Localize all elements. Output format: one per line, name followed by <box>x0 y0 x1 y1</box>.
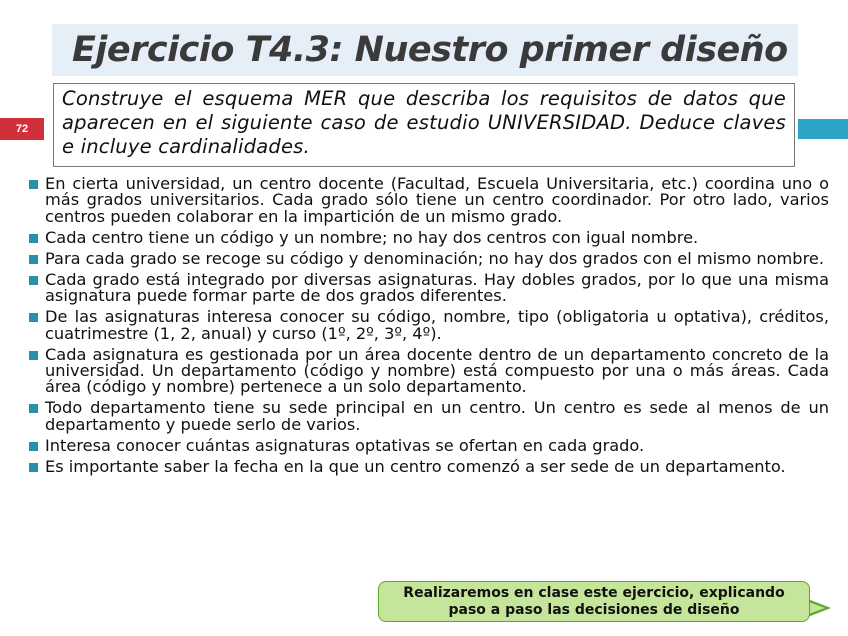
callout-line-1: Realizaremos en clase este ejercicio, explicando <box>403 585 785 601</box>
list-item <box>28 456 829 476</box>
square-bullet-icon <box>29 463 38 472</box>
list-item-text: Todo departamento tiene su sede principal en un centro. Un centro es sede al menos de un departamento y puede serlo de varios. <box>45 398 829 434</box>
square-bullet-icon <box>29 313 38 322</box>
square-bullet-icon <box>29 255 38 264</box>
list-item-text: Es importante saber la fecha en la que un centro comenzó a ser sede de un departamento. <box>45 456 786 476</box>
square-bullet-icon <box>29 276 38 285</box>
list-item <box>28 400 829 433</box>
list-item-text: Cada asignatura es gestionada por un área docente dentro de un departamento concreto de la universidad. Un departamento (código y nombre) está compuesto por una o más áreas. Cada área (código y nombre) pertenece a un solo departamento. <box>45 344 829 397</box>
list-item-text: Interesa conocer cuántas asignaturas optativas se ofertan en cada grado. <box>45 435 645 455</box>
list-item <box>28 176 829 225</box>
square-bullet-icon <box>29 180 38 189</box>
list-item <box>28 435 829 455</box>
list-item-text: Cada grado está integrado por diversas asignaturas. Hay dobles grados, por lo que una misma asignatura puede formar parte de dos grados diferentes. <box>45 269 829 306</box>
list-item-text: Para cada grado se recoge su código y denominación; no hay dos grados con el mismo nombre. <box>45 248 824 268</box>
intro-text: Construye el esquema MER que describa los requisitos de datos que aparecen en el siguiente caso de estudio UNIVERSIDAD. Deduce claves e incluye cardinalidades. <box>62 87 786 158</box>
list-item <box>28 248 829 268</box>
list-item <box>28 227 829 247</box>
list-item <box>28 344 829 397</box>
requirements-list <box>28 176 829 480</box>
intro-box <box>53 83 795 167</box>
square-bullet-icon <box>29 404 38 413</box>
list-item-text: De las asignaturas interesa conocer su código, nombre, tipo (obligatoria u optativa), créditos, cuatrimestre (1, 2, anual) y curso (1º, 2º, 3º, 4º). <box>45 307 829 343</box>
list-item <box>28 269 829 306</box>
callout-line-2: paso a paso las decisiones de diseño <box>448 602 740 618</box>
callout-note <box>378 581 810 622</box>
square-bullet-icon <box>29 442 38 451</box>
slide-title: Ejercicio T4.3: Nuestro primer diseño <box>72 30 788 70</box>
list-item-text: En cierta universidad, un centro docente (Facultad, Escuela Universitaria, etc.) coordina uno o más grados universitarios. Cada grado sólo tiene un centro coordinador. Por otro lado, varios centros pueden colaborar en la impartición de un mismo grado. <box>45 174 829 226</box>
list-item-text: Cada centro tiene un código y un nombre; no hay dos centros con igual nombre. <box>45 227 699 247</box>
square-bullet-icon <box>29 234 38 243</box>
square-bullet-icon <box>29 351 38 360</box>
page-number-badge: 72 <box>0 118 44 140</box>
accent-bar <box>798 119 848 139</box>
list-item <box>28 309 829 342</box>
